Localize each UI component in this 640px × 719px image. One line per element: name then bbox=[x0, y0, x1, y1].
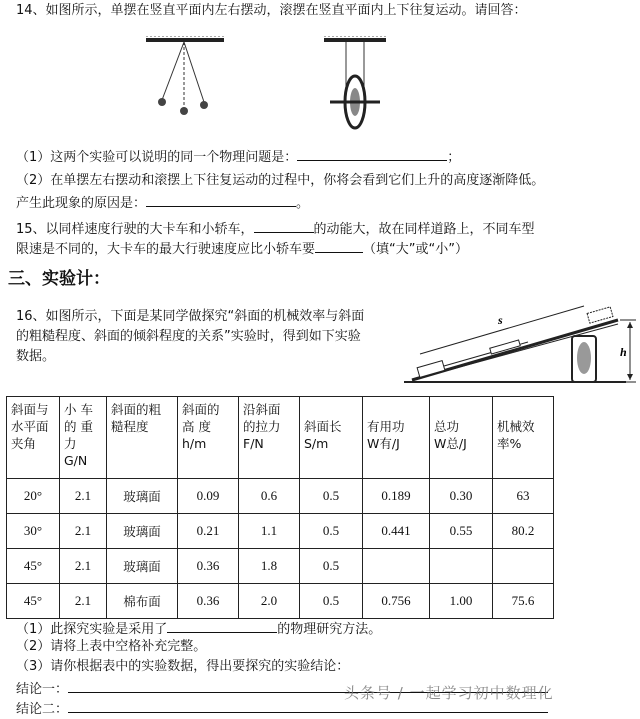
table-cell: 0.441 bbox=[363, 514, 430, 549]
table-row bbox=[7, 549, 554, 584]
table-cell[interactable] bbox=[493, 549, 554, 584]
after-p3: （3）请你根据表中的实验数据，得出要探究的实验结论： bbox=[16, 659, 350, 674]
pendulum-bob-center bbox=[180, 107, 188, 115]
table-cell: 玻璃面 bbox=[107, 479, 178, 514]
header-roughness: 斜面的粗 糙程度 bbox=[107, 397, 178, 479]
table-cell: 2.1 bbox=[60, 549, 107, 584]
table-cell[interactable] bbox=[363, 549, 430, 584]
table-cell: 棉布面 bbox=[107, 584, 178, 619]
q14-p2a: （2）在单摆左右摆动和滚摆上下往复运动的过程中，你将会看到它们上升的高度逐渐降低。 bbox=[16, 173, 545, 188]
q14-answer-blank-1[interactable] bbox=[297, 146, 447, 161]
q14-p1: （1）这两个实验可以说明的同一个物理问题是： ； bbox=[16, 146, 460, 167]
table-cell: 0.5 bbox=[300, 584, 363, 619]
q15-answer-blank-2[interactable] bbox=[315, 238, 363, 253]
header-efficiency: 机械效 率% bbox=[493, 397, 554, 479]
q14-stem: 14、如图所示，单摆在竖直平面内左右摆动，滚摆在竖直平面内上下往复运动。请回答： bbox=[16, 3, 527, 18]
table-cell: 0.21 bbox=[178, 514, 239, 549]
header-total-work: 总功 W总/J bbox=[430, 397, 493, 479]
q15-line2: 限速是不同的，大卡车的最大行驶速度应比小轿车要 （填“大”或“小”） bbox=[16, 238, 468, 259]
q16-line2: 的粗糙程度、斜面的倾斜程度的关系”实验时，得到如下实验 bbox=[16, 329, 361, 344]
table-cell: 1.00 bbox=[430, 584, 493, 619]
table-cell: 80.2 bbox=[493, 514, 554, 549]
q14-answer-blank-2[interactable] bbox=[146, 192, 296, 207]
table-cell: 玻璃面 bbox=[107, 549, 178, 584]
table-row bbox=[7, 479, 554, 514]
table-cell: 0.5 bbox=[300, 549, 363, 584]
pendulum-figure bbox=[140, 36, 230, 122]
table-cell: 0.6 bbox=[239, 479, 300, 514]
table-cell: 玻璃面 bbox=[107, 514, 178, 549]
pendulum-bob-left bbox=[158, 98, 166, 106]
after-p2: （2）请将上表中空格补充完整。 bbox=[16, 639, 207, 654]
label-h: h bbox=[620, 345, 627, 359]
table-cell: 0.5 bbox=[300, 514, 363, 549]
conclusion-1: 结论一： bbox=[16, 678, 548, 699]
table-cell: 0.09 bbox=[178, 479, 239, 514]
q14-p2b: 产生此现象的原因是： 。 bbox=[16, 192, 309, 213]
table-cell: 0.36 bbox=[178, 549, 239, 584]
table-cell: 1.8 bbox=[239, 549, 300, 584]
table-cell: 2.1 bbox=[60, 514, 107, 549]
conclusion-2: 结论二： bbox=[16, 698, 548, 719]
section-heading: 三、实验计： bbox=[8, 269, 110, 289]
table-cell[interactable] bbox=[430, 549, 493, 584]
header-height: 斜面的 高 度 h/m bbox=[178, 397, 239, 479]
table-cell: 45° bbox=[7, 549, 60, 584]
header-useful-work: 有用功 W有/J bbox=[363, 397, 430, 479]
table-cell: 0.36 bbox=[178, 584, 239, 619]
pendulum-support bbox=[146, 38, 224, 42]
header-pull-force: 沿斜面 的拉力 F/N bbox=[239, 397, 300, 479]
header-angle: 斜面与 水平面 夹角 bbox=[7, 397, 60, 479]
table-cell: 30° bbox=[7, 514, 60, 549]
data-table bbox=[6, 396, 554, 619]
table-cell: 0.756 bbox=[363, 584, 430, 619]
table-cell: 2.1 bbox=[60, 584, 107, 619]
header-length: 斜面长 S/m bbox=[300, 397, 363, 479]
table-cell: 0.189 bbox=[363, 479, 430, 514]
table-header-row bbox=[7, 397, 554, 479]
table-cell: 0.30 bbox=[430, 479, 493, 514]
maxwell-wheel-figure bbox=[320, 36, 390, 132]
header-weight: 小 车 的 重 力 G/N bbox=[60, 397, 107, 479]
q16-line1: 16、如图所示，下面是某同学做探究“斜面的机械效率与斜面 bbox=[16, 309, 365, 324]
cart-top bbox=[587, 307, 613, 323]
table-cell: 1.1 bbox=[239, 514, 300, 549]
table-cell: 45° bbox=[7, 584, 60, 619]
table-row bbox=[7, 584, 554, 619]
table-cell: 2.1 bbox=[60, 479, 107, 514]
q15-line1: 15、以同样速度行驶的大卡车和小轿车， 的动能大，故在同样道路上，不同车型 bbox=[16, 218, 535, 239]
table-cell: 75.6 bbox=[493, 584, 554, 619]
after-p1: （1）此探究实验是采用了 的物理研究方法。 bbox=[16, 618, 381, 639]
table-row bbox=[7, 514, 554, 549]
table-cell: 0.5 bbox=[300, 479, 363, 514]
table-cell: 0.55 bbox=[430, 514, 493, 549]
table-cell: 63 bbox=[493, 479, 554, 514]
pendulum-bob-right bbox=[200, 101, 208, 109]
table-cell: 20° bbox=[7, 479, 60, 514]
watermark: 头条号 / 一起学习初中数理化 bbox=[344, 684, 554, 702]
table-cell: 2.0 bbox=[239, 584, 300, 619]
method-answer-blank[interactable] bbox=[167, 618, 277, 633]
q16-line3: 数据。 bbox=[16, 349, 56, 364]
label-s: s bbox=[498, 313, 503, 327]
q15-answer-blank-1[interactable] bbox=[254, 218, 314, 233]
incline-figure bbox=[398, 296, 638, 390]
